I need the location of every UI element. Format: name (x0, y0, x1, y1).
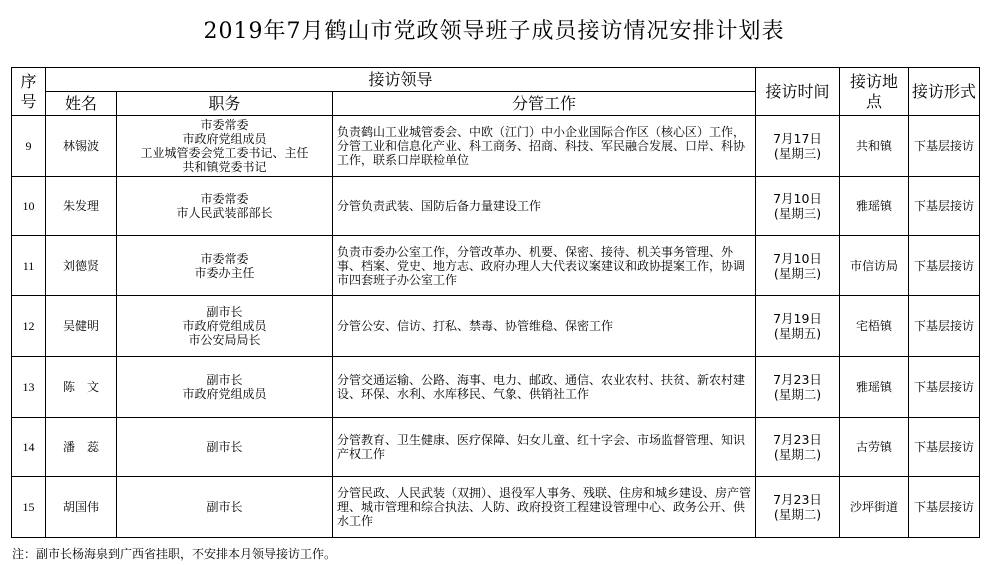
name-cell: 潘 蕊 (46, 418, 117, 477)
place-cell: 宅梧镇 (840, 296, 909, 357)
form-cell: 下基层接访 (909, 177, 980, 236)
form-cell: 下基层接访 (909, 418, 980, 477)
position-line: 市委常委 (200, 118, 249, 132)
seq-cell: 11 (12, 236, 46, 296)
position-line: 市公安局局长 (188, 333, 261, 347)
visit-weekday: (星期三) (773, 265, 822, 281)
name-cell: 吴健明 (46, 296, 117, 357)
position-line: 市委常委 (200, 192, 249, 206)
header-time: 接访时间 (756, 68, 840, 116)
position-cell (117, 236, 333, 296)
duties-cell: 负责鹤山工业城管委会、中欧（江门）中小企业国际合作区（核心区）工作，分管工业和信息化产业、科工商务、招商、科技、军民融合发展、口岸、科协工作，联系口岸联检单位 (333, 116, 756, 177)
name-cell: 陈 文 (46, 357, 117, 418)
position-line: 副市长 (206, 500, 243, 514)
header-position: 职务 (117, 92, 333, 116)
visit-date: 7月23日 (773, 432, 822, 447)
position-line: 市委办主任 (194, 265, 255, 280)
place-cell: 市信访局 (840, 236, 909, 296)
table-row (12, 116, 980, 177)
footnote: 注：副市长杨海泉到广西省挂职，不安排本月领导接访工作。 (12, 547, 337, 561)
header-duties: 分管工作 (333, 92, 756, 116)
header-form: 接访形式 (909, 68, 980, 116)
visit-date: 7月17日 (773, 131, 822, 146)
visit-date: 7月23日 (773, 492, 822, 507)
header-place: 接访地点 (840, 68, 909, 116)
name-cell: 朱发理 (46, 177, 117, 236)
visit-weekday: (星期二) (773, 387, 822, 402)
form-cell: 下基层接访 (909, 296, 980, 357)
seq-cell: 15 (12, 477, 46, 538)
duties-cell: 分管交通运输、公路、海事、电力、邮政、通信、农业农村、扶贫、新农村建设、环保、水利、水库移民、气象、供销社工作 (333, 357, 756, 418)
place-cell: 雅瑶镇 (840, 177, 909, 236)
position-cell (117, 116, 333, 177)
time-cell (756, 477, 840, 538)
form-cell: 下基层接访 (909, 236, 980, 296)
visit-date: 7月10日 (773, 191, 822, 206)
visit-weekday: (星期三) (773, 146, 822, 161)
visit-date: 7月10日 (773, 250, 822, 266)
position-line: 市人民武装部部长 (176, 206, 273, 220)
schedule-table (11, 67, 980, 538)
duties-cell: 负责市委办公室工作，分管改革办、机要、保密、接待、机关事务管理、外事、档案、党史、地方志、政府办理人大代表议案建议和政协提案工作，协调市四套班子办公室工作 (333, 236, 756, 296)
visit-date: 7月23日 (773, 372, 822, 387)
place-cell: 共和镇 (840, 116, 909, 177)
time-cell (756, 177, 840, 236)
header-name: 姓名 (46, 92, 117, 116)
table-row (12, 357, 980, 418)
place-cell: 沙坪街道 (840, 477, 909, 538)
visit-date: 7月19日 (773, 311, 822, 326)
place-cell: 雅瑶镇 (840, 357, 909, 418)
duties-cell: 分管公安、信访、打私、禁毒、协管维稳、保密工作 (333, 296, 756, 357)
name-cell: 林锡波 (46, 116, 117, 177)
visit-weekday: (星期二) (773, 447, 822, 462)
table-row (12, 236, 980, 296)
position-line: 市政府党组成员 (182, 319, 267, 333)
position-line: 副市长 (206, 440, 243, 454)
position-cell (117, 296, 333, 357)
position-cell (117, 418, 333, 477)
position-line: 市委常委 (200, 251, 249, 266)
seq-cell: 14 (12, 418, 46, 477)
position-line: 副市长 (206, 305, 243, 319)
time-cell (756, 418, 840, 477)
place-cell: 古劳镇 (840, 418, 909, 477)
duties-cell: 分管民政、人民武装（双拥）、退役军人事务、残联、住房和城乡建设、房产管理、城市管理和综合执法、人防、政府投资工程建设管理中心、政务公开、供水工作 (333, 477, 756, 538)
time-cell (756, 357, 840, 418)
table-row (12, 477, 980, 538)
position-cell (117, 177, 333, 236)
seq-cell: 12 (12, 296, 46, 357)
position-cell (117, 477, 333, 538)
position-cell (117, 357, 333, 418)
name-cell: 胡国伟 (46, 477, 117, 538)
form-cell: 下基层接访 (909, 477, 980, 538)
page-title: 2019年7月鹤山市党政领导班子成员接访情况安排计划表 (203, 19, 785, 44)
visit-weekday: (星期五) (773, 326, 822, 341)
table-row (12, 296, 980, 357)
position-line: 副市长 (206, 373, 243, 387)
form-cell: 下基层接访 (909, 116, 980, 177)
time-cell (756, 296, 840, 357)
name-cell: 刘德贤 (46, 236, 117, 296)
form-cell: 下基层接访 (909, 357, 980, 418)
time-cell (756, 236, 840, 296)
duties-cell: 分管教育、卫生健康、医疗保障、妇女儿童、红十字会、市场监督管理、知识产权工作 (333, 418, 756, 477)
position-line: 市政府党组成员 (182, 387, 267, 401)
position-line: 共和镇党委书记 (182, 160, 267, 174)
visit-weekday: (星期三) (773, 206, 822, 221)
table-row (12, 418, 980, 477)
time-cell (756, 116, 840, 177)
position-line: 工业城管委会党工委书记、主任 (140, 146, 309, 160)
header-seq: 序号 (12, 68, 46, 116)
visit-weekday: (星期二) (773, 507, 822, 522)
position-line: 市政府党组成员 (182, 132, 267, 146)
header-leader: 接访领导 (46, 68, 756, 92)
table-row (12, 177, 980, 236)
seq-cell: 13 (12, 357, 46, 418)
seq-cell: 9 (12, 116, 46, 177)
seq-cell: 10 (12, 177, 46, 236)
duties-cell: 分管负责武装、国防后备力量建设工作 (333, 177, 756, 236)
